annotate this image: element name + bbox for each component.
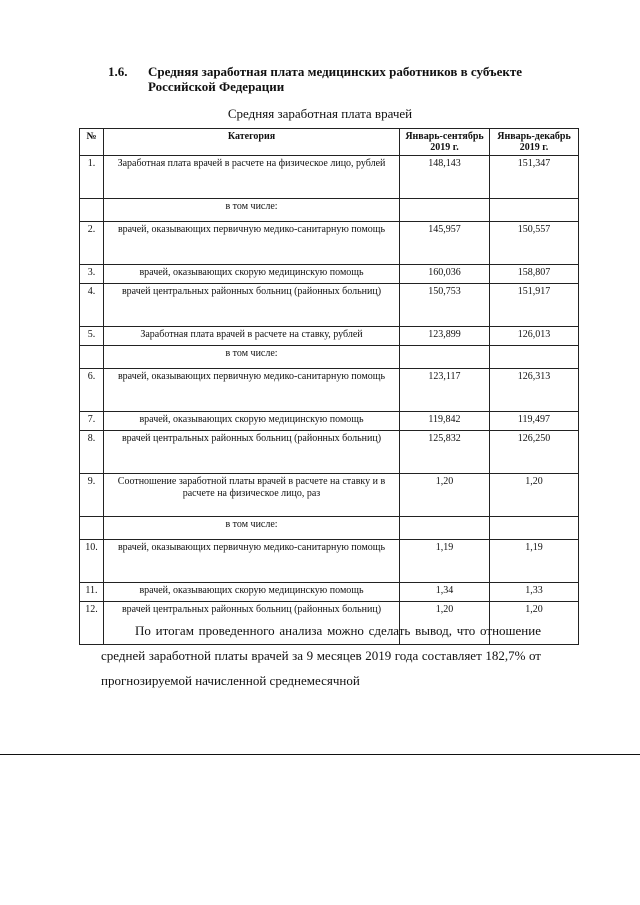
value-jan-sep: 125,832	[400, 431, 490, 474]
value-jan-sep: 1,34	[400, 583, 490, 602]
value-jan-sep: 150,753	[400, 284, 490, 327]
row-number: 9.	[80, 474, 104, 517]
row-number: 6.	[80, 369, 104, 412]
row-category: Заработная плата врачей в расчете на физическое лицо, рублей	[104, 156, 400, 199]
footer-divider	[0, 754, 640, 755]
table-row	[80, 412, 579, 431]
table-row	[80, 431, 579, 474]
row-number: 3.	[80, 265, 104, 284]
value-jan-dec: 1,19	[490, 540, 579, 583]
column-header-jan-sep: Январь-сентябрь 2019 г.	[400, 129, 490, 156]
conclusion-paragraph: По итогам проведенного анализа можно сделать вывод, что отношение средней заработной платы врачей за 9 месяцев 2019 года составляет 182,7% от прогнозируемой начисленной среднемесячной	[101, 623, 541, 688]
row-number: 7.	[80, 412, 104, 431]
table-row	[80, 284, 579, 327]
table-row	[80, 369, 579, 412]
row-category: Соотношение заработной платы врачей в расчете на ставку и в расчете на физическое лицо, раз	[104, 474, 400, 517]
table-row	[80, 474, 579, 517]
column-header-jan-dec: Январь-декабрь 2019 г.	[490, 129, 579, 156]
table-header-row	[80, 129, 579, 156]
row-number: 1.	[80, 156, 104, 199]
row-number: 5.	[80, 327, 104, 346]
empty-cell	[80, 199, 104, 222]
value-jan-dec: 126,250	[490, 431, 579, 474]
value-jan-sep: 123,117	[400, 369, 490, 412]
subheader-label: в том числе:	[104, 517, 400, 540]
table-row	[80, 265, 579, 284]
table-row	[80, 327, 579, 346]
empty-cell	[490, 199, 579, 222]
table-subheader-row	[80, 517, 579, 540]
row-category: врачей, оказывающих первичную медико-санитарную помощь	[104, 369, 400, 412]
table-row	[80, 540, 579, 583]
row-category: врачей центральных районных больниц (районных больниц)	[104, 431, 400, 474]
subheader-label: в том числе:	[104, 346, 400, 369]
row-category: врачей, оказывающих скорую медицинскую помощь	[104, 583, 400, 602]
value-jan-sep: 123,899	[400, 327, 490, 346]
value-jan-dec: 1,20	[490, 474, 579, 517]
value-jan-dec: 126,013	[490, 327, 579, 346]
value-jan-sep: 1,20	[400, 474, 490, 517]
row-category: врачей центральных районных больниц (районных больниц)	[104, 284, 400, 327]
value-jan-sep: 1,20	[400, 602, 490, 645]
row-category: врачей, оказывающих первичную медико-санитарную помощь	[104, 540, 400, 583]
empty-cell	[400, 517, 490, 540]
table-subheader-row	[80, 199, 579, 222]
value-jan-sep: 145,957	[400, 222, 490, 265]
value-jan-sep: 160,036	[400, 265, 490, 284]
row-number: 10.	[80, 540, 104, 583]
value-jan-dec: 151,917	[490, 284, 579, 327]
table-caption: Средняя заработная плата врачей	[227, 106, 413, 121]
empty-cell	[490, 517, 579, 540]
column-header-number: №	[80, 129, 104, 156]
row-number: 11.	[80, 583, 104, 602]
table-row	[80, 222, 579, 265]
column-header-category: Категория	[104, 129, 400, 156]
value-jan-dec: 126,313	[490, 369, 579, 412]
value-jan-dec: 1,33	[490, 583, 579, 602]
row-category: врачей, оказывающих скорую медицинскую помощь	[104, 265, 400, 284]
value-jan-dec: 119,497	[490, 412, 579, 431]
empty-cell	[490, 346, 579, 369]
value-jan-sep: 119,842	[400, 412, 490, 431]
value-jan-sep: 1,19	[400, 540, 490, 583]
section-number: 1.6.	[108, 64, 128, 79]
section-title: Средняя заработная плата медицинских работников в субъекте Российской Федерации	[148, 64, 522, 94]
value-jan-dec: 151,347	[490, 156, 579, 199]
value-jan-dec: 1,20	[490, 602, 579, 645]
row-number: 4.	[80, 284, 104, 327]
row-number: 8.	[80, 431, 104, 474]
row-category: врачей центральных районных больниц (районных больниц)	[104, 602, 400, 645]
subheader-label: в том числе:	[104, 199, 400, 222]
empty-cell	[400, 199, 490, 222]
table-row	[80, 583, 579, 602]
row-category: Заработная плата врачей в расчете на ставку, рублей	[104, 327, 400, 346]
row-category: врачей, оказывающих скорую медицинскую помощь	[104, 412, 400, 431]
value-jan-sep: 148,143	[400, 156, 490, 199]
value-jan-dec: 150,557	[490, 222, 579, 265]
value-jan-dec: 158,807	[490, 265, 579, 284]
table-subheader-row	[80, 346, 579, 369]
salary-table	[79, 128, 579, 645]
empty-cell	[400, 346, 490, 369]
empty-cell	[80, 346, 104, 369]
row-number: 12.	[80, 602, 104, 645]
table-row	[80, 156, 579, 199]
row-number: 2.	[80, 222, 104, 265]
row-category: врачей, оказывающих первичную медико-санитарную помощь	[104, 222, 400, 265]
empty-cell	[80, 517, 104, 540]
